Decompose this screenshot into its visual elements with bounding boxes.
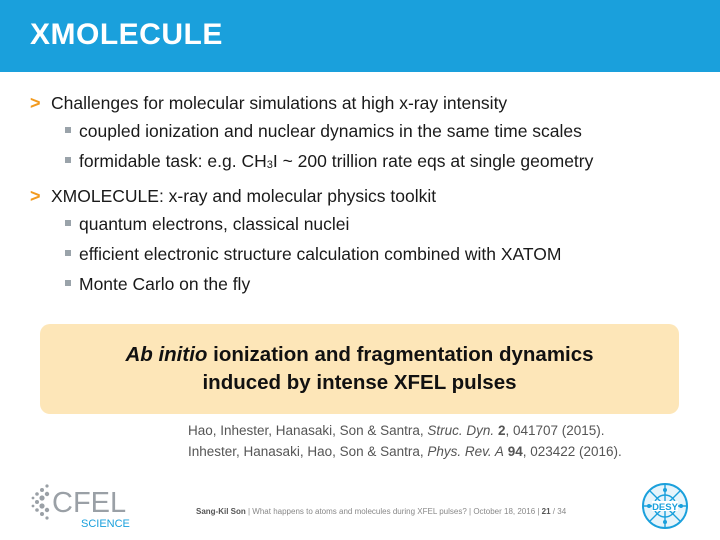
square-bullet-icon <box>65 220 71 226</box>
svg-text:DESY: DESY <box>652 502 678 513</box>
chevron-right-icon: > <box>30 186 41 206</box>
cfel-science-logo <box>28 480 143 530</box>
svg-text:SCIENCE: SCIENCE <box>81 518 130 530</box>
square-bullet-icon <box>65 127 71 133</box>
references <box>188 420 718 462</box>
cfel-dot-icon <box>32 484 50 519</box>
title-bar <box>0 0 720 72</box>
list-item: formidable task: e.g. $CH_3I$ ~ 200 trillion rate eqs at single geometry <box>30 146 710 176</box>
svg-text:CFEL: CFEL <box>52 487 127 519</box>
slide-title: XMOLECULE <box>30 18 223 51</box>
reference-1: Hao, Inhester, Hanasaki, Son & Santra, Struc. Dyn. 2, 041707 (2015). <box>188 423 605 438</box>
square-bullet-icon <box>65 157 71 163</box>
list-item: efficient electronic structure calculation combined with XATOM <box>30 239 710 269</box>
desy-logo <box>641 482 689 530</box>
bullet-list <box>30 92 710 299</box>
section-heading-xmolecule: > XMOLECULE: x-ray and molecular physics toolkit <box>30 186 437 206</box>
footer: Sang-Kil Son | What happens to atoms and molecules during XFEL pulses? | October 18, 2016 | 21 / 34 <box>196 507 567 516</box>
square-bullet-icon <box>65 250 71 256</box>
list-item: coupled ionization and nuclear dynamics in the same time scales <box>30 116 710 146</box>
list-item: Monte Carlo on the fly <box>30 269 710 299</box>
section-heading-challenges: > Challenges for molecular simulations at high x-ray intensity <box>30 93 508 113</box>
callout-line-2: induced by intense XFEL pulses <box>202 371 517 394</box>
highlight-callout <box>40 324 679 414</box>
reference-2: Inhester, Hanasaki, Hao, Son & Santra, Phys. Rev. A 94, 023422 (2016). <box>188 444 622 459</box>
square-bullet-icon <box>65 280 71 286</box>
callout-line-1: Ab initio ionization and fragmentation dynamics <box>125 343 594 366</box>
list-item: quantum electrons, classical nuclei <box>30 209 710 239</box>
chevron-right-icon: > <box>30 93 41 113</box>
